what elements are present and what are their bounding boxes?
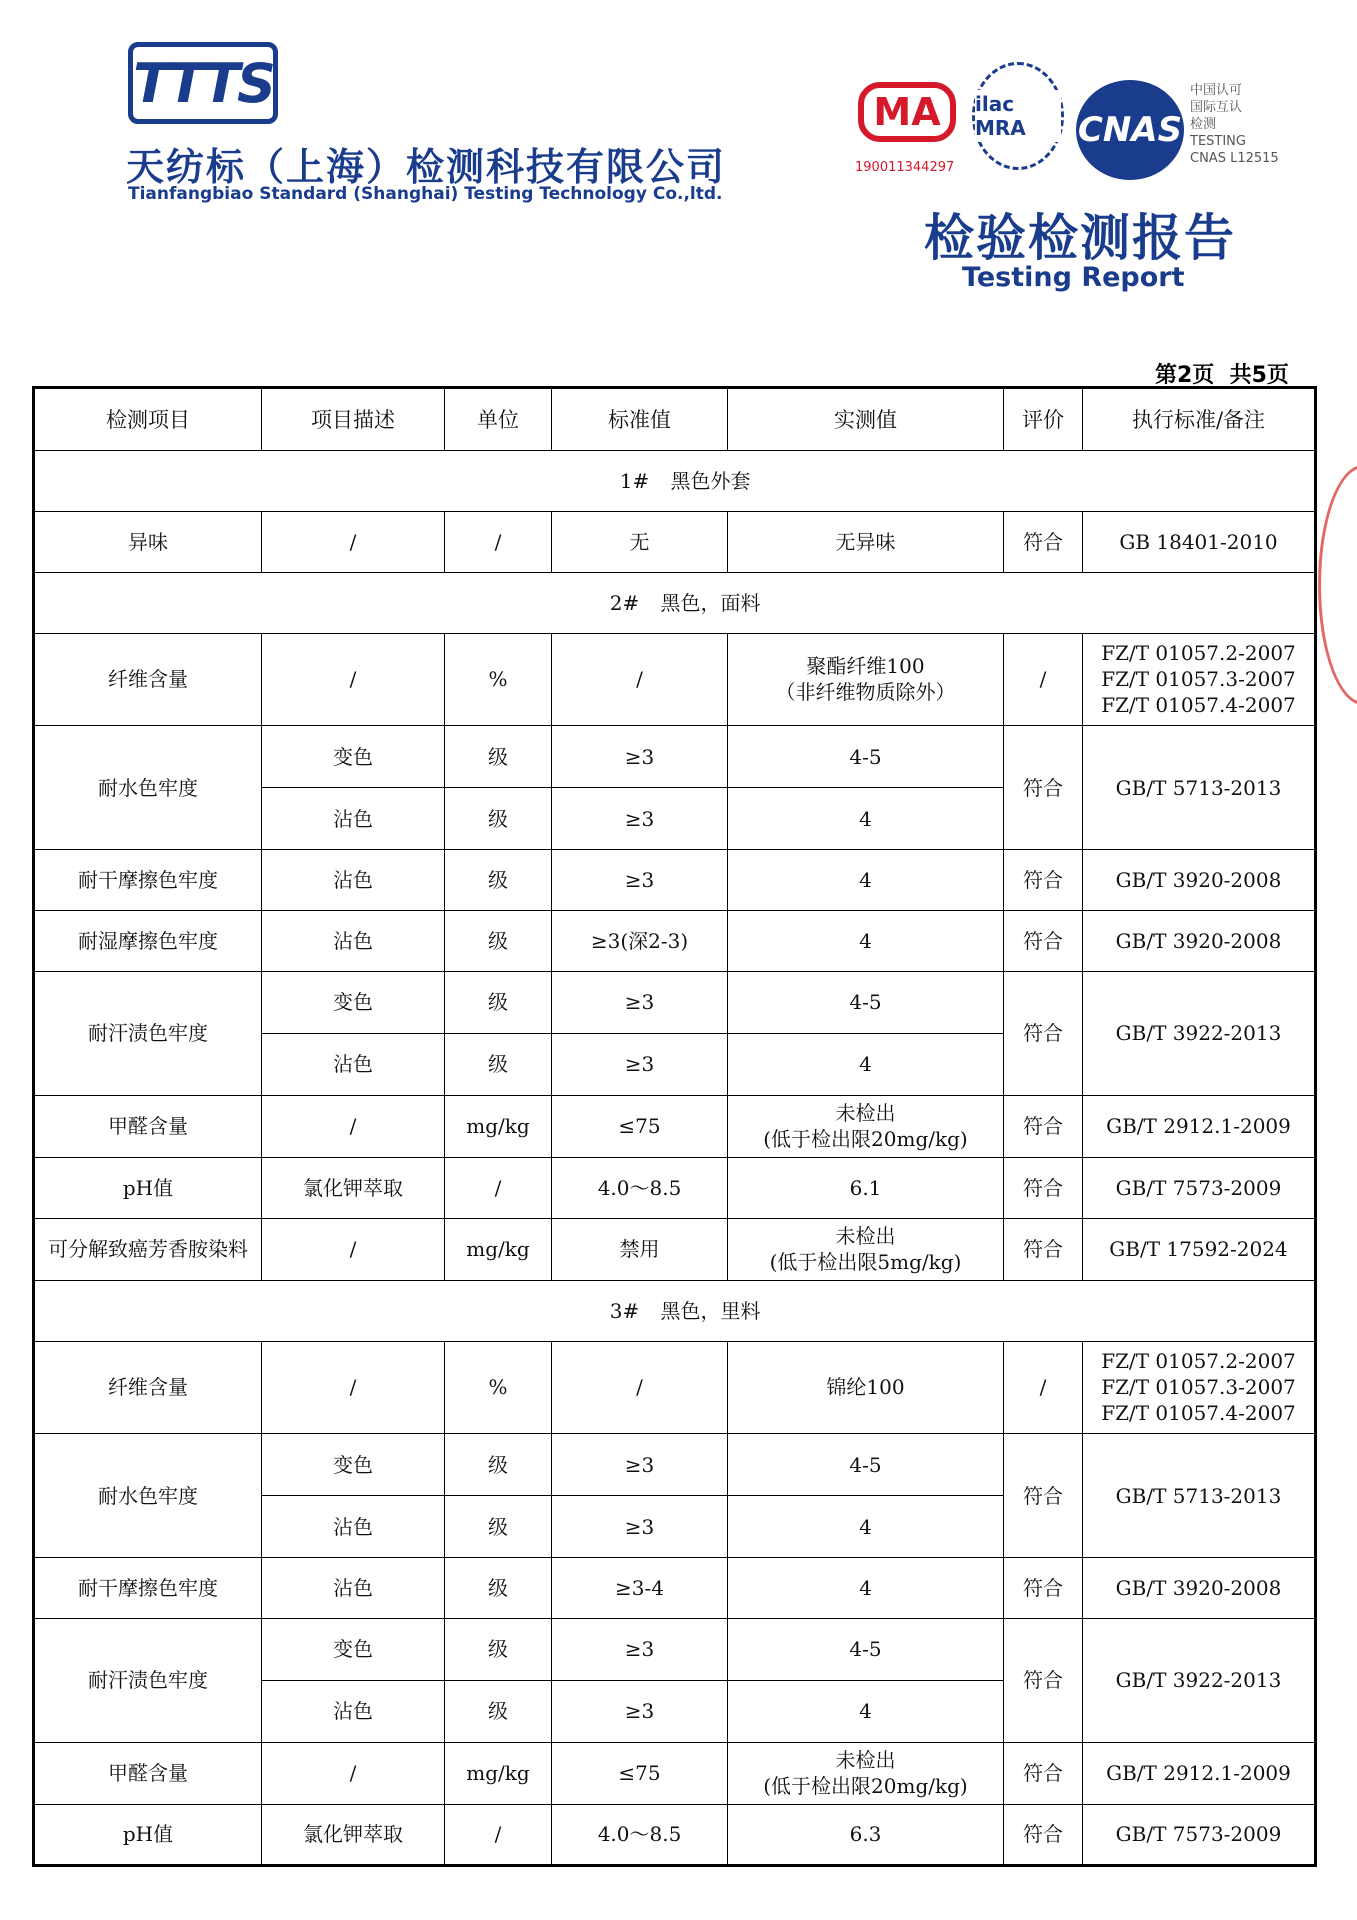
col-header-std: 标准值 — [552, 388, 728, 451]
test-item: 纤维含量 — [34, 1341, 262, 1433]
standard-value: ≥3 — [552, 971, 728, 1033]
standard-value: ≥3 — [552, 1680, 728, 1742]
standard-value: ≥3 — [552, 788, 728, 850]
report-title-cn: 检验检测报告 — [924, 209, 1236, 267]
test-item: 甲醛含量 — [34, 1095, 262, 1157]
test-item: pH值 — [34, 1157, 262, 1218]
test-item: 耐汗渍色牢度 — [34, 971, 262, 1095]
test-item: 耐湿摩擦色牢度 — [34, 911, 262, 972]
company-name-en: Tianfangbiao Standard (Shanghai) Testing Technology Co.,ltd. — [128, 184, 723, 204]
item-description: / — [262, 1742, 445, 1804]
standard-value: ≥3 — [552, 1618, 728, 1680]
unit: 级 — [445, 1496, 552, 1558]
item-description: 变色 — [262, 971, 445, 1033]
sample-name: 黑色外套 — [670, 469, 751, 494]
unit: mg/kg — [445, 1095, 552, 1157]
unit: % — [445, 1341, 552, 1433]
measured-value: 4 — [728, 1496, 1004, 1558]
cnas-logo: CNAS — [1076, 80, 1184, 180]
test-method: GB/T 3920-2008 — [1083, 1558, 1316, 1619]
measured-value: 无异味 — [728, 512, 1004, 573]
measured-value: 锦纶100 — [728, 1341, 1004, 1433]
item-description: 沾色 — [262, 1558, 445, 1619]
standard-value: ≥3 — [552, 1033, 728, 1095]
col-header-item: 检测项目 — [34, 388, 262, 451]
cma-logo: MA — [858, 82, 956, 142]
test-method: GB 18401-2010 — [1083, 512, 1316, 573]
unit: 级 — [445, 971, 552, 1033]
measured-value: 4 — [728, 788, 1004, 850]
table-row — [34, 1341, 1316, 1433]
table-row — [34, 1618, 1316, 1680]
evaluation: 符合 — [1004, 726, 1083, 850]
standard-value: 4.0～8.5 — [552, 1157, 728, 1218]
measured-value: 4 — [728, 1558, 1004, 1619]
report-title-en: Testing Report — [962, 262, 1185, 293]
evaluation: 符合 — [1004, 1558, 1083, 1619]
measured-value: 聚酯纤维100 （非纤维物质除外） — [728, 633, 1004, 725]
table-row — [34, 726, 1316, 788]
measured-value: 4 — [728, 1033, 1004, 1095]
table-row — [34, 633, 1316, 725]
col-header-desc: 项目描述 — [262, 388, 445, 451]
sample-name: 黑色，面料 — [660, 590, 761, 615]
evaluation: 符合 — [1004, 971, 1083, 1095]
section-label — [34, 572, 1316, 633]
evaluation: / — [1004, 1341, 1083, 1433]
measured-value: 4-5 — [728, 971, 1004, 1033]
item-description: / — [262, 633, 445, 725]
table-header-row — [34, 388, 1316, 451]
sample-number: 1# — [619, 469, 650, 494]
test-method: GB/T 2912.1-2009 — [1083, 1742, 1316, 1804]
company-name-cn: 天纺标（上海）检测科技有限公司 — [126, 145, 727, 189]
test-method: GB/T 17592-2024 — [1083, 1218, 1316, 1280]
cnas-accreditation-text: 中国认可 国际互认 检测 TESTING CNAS L12515 — [1190, 83, 1279, 166]
test-method: GB/T 5713-2013 — [1083, 726, 1316, 850]
section-label — [34, 1280, 1316, 1341]
standard-value: 无 — [552, 512, 728, 573]
unit: % — [445, 633, 552, 725]
page-number: 第2页 共5页 — [1155, 363, 1289, 388]
measured-value: 4-5 — [728, 1434, 1004, 1496]
col-header-unit: 单位 — [445, 388, 552, 451]
item-description: 变色 — [262, 726, 445, 788]
test-method: FZ/T 01057.2-2007 FZ/T 01057.3-2007 FZ/T 01057.4-2007 — [1083, 633, 1316, 725]
item-description: 沾色 — [262, 850, 445, 911]
item-description: 氯化钾萃取 — [262, 1157, 445, 1218]
standard-value: ≥3-4 — [552, 1558, 728, 1619]
unit: / — [445, 512, 552, 573]
report-header — [0, 0, 1357, 330]
measured-value: 4 — [728, 850, 1004, 911]
section-row — [34, 451, 1316, 512]
test-item: 耐水色牢度 — [34, 726, 262, 850]
measured-value: 4 — [728, 911, 1004, 972]
measured-value: 6.1 — [728, 1157, 1004, 1218]
sample-number: 2# — [609, 590, 640, 615]
evaluation: 符合 — [1004, 911, 1083, 972]
standard-value: 禁用 — [552, 1218, 728, 1280]
section-label — [34, 451, 1316, 512]
seal-stamp — [1318, 465, 1357, 705]
table-row — [34, 1804, 1316, 1865]
col-header-eval: 评价 — [1004, 388, 1083, 451]
table-row — [34, 1095, 1316, 1157]
item-description: 变色 — [262, 1434, 445, 1496]
cma-number: 190011344297 — [855, 160, 955, 175]
test-method: GB/T 2912.1-2009 — [1083, 1095, 1316, 1157]
company-logo: TTTS — [128, 42, 278, 124]
unit: / — [445, 1804, 552, 1865]
measured-value: 4 — [728, 1680, 1004, 1742]
test-item: 可分解致癌芳香胺染料 — [34, 1218, 262, 1280]
item-description: 变色 — [262, 1618, 445, 1680]
test-method: GB/T 3920-2008 — [1083, 911, 1316, 972]
measured-value: 未检出 (低于检出限20mg/kg) — [728, 1095, 1004, 1157]
standard-value: / — [552, 633, 728, 725]
unit: mg/kg — [445, 1218, 552, 1280]
unit: mg/kg — [445, 1742, 552, 1804]
evaluation: 符合 — [1004, 1434, 1083, 1558]
test-item: 异味 — [34, 512, 262, 573]
table-row — [34, 971, 1316, 1033]
measured-value: 4-5 — [728, 1618, 1004, 1680]
test-method: GB/T 3922-2013 — [1083, 971, 1316, 1095]
item-description: / — [262, 1341, 445, 1433]
evaluation: 符合 — [1004, 850, 1083, 911]
unit: 级 — [445, 911, 552, 972]
item-description: / — [262, 512, 445, 573]
table-row — [34, 911, 1316, 972]
item-description: 沾色 — [262, 1033, 445, 1095]
test-item: 耐汗渍色牢度 — [34, 1618, 262, 1742]
ilac-mra-logo: ilac MRA — [972, 62, 1064, 170]
measured-value: 未检出 (低于检出限20mg/kg) — [728, 1742, 1004, 1804]
unit: 级 — [445, 788, 552, 850]
measured-value: 未检出 (低于检出限5mg/kg) — [728, 1218, 1004, 1280]
standard-value: ≤75 — [552, 1095, 728, 1157]
evaluation: 符合 — [1004, 1218, 1083, 1280]
test-item: pH值 — [34, 1804, 262, 1865]
unit: 级 — [445, 1680, 552, 1742]
section-row — [34, 1280, 1316, 1341]
unit: 级 — [445, 850, 552, 911]
standard-value: ≥3 — [552, 1496, 728, 1558]
col-header-method: 执行标准/备注 — [1083, 388, 1316, 451]
item-description: 氯化钾萃取 — [262, 1804, 445, 1865]
test-method: GB/T 7573-2009 — [1083, 1804, 1316, 1865]
evaluation: 符合 — [1004, 1804, 1083, 1865]
item-description: 沾色 — [262, 1496, 445, 1558]
sample-name: 黑色，里料 — [660, 1298, 761, 1323]
evaluation: 符合 — [1004, 1742, 1083, 1804]
measured-value: 6.3 — [728, 1804, 1004, 1865]
evaluation: 符合 — [1004, 1095, 1083, 1157]
col-header-value: 实测值 — [728, 388, 1004, 451]
item-description: / — [262, 1095, 445, 1157]
standard-value: ≤75 — [552, 1742, 728, 1804]
test-method: GB/T 3920-2008 — [1083, 850, 1316, 911]
test-method: GB/T 5713-2013 — [1083, 1434, 1316, 1558]
table-row — [34, 1742, 1316, 1804]
test-method: GB/T 7573-2009 — [1083, 1157, 1316, 1218]
test-item: 纤维含量 — [34, 633, 262, 725]
table-row — [34, 1157, 1316, 1218]
standard-value: ≥3 — [552, 1434, 728, 1496]
test-item: 甲醛含量 — [34, 1742, 262, 1804]
table-row — [34, 1558, 1316, 1619]
sample-number: 3# — [609, 1298, 640, 1323]
standard-value: ≥3 — [552, 850, 728, 911]
standard-value: ≥3(深2-3) — [552, 911, 728, 972]
unit: 级 — [445, 726, 552, 788]
evaluation: 符合 — [1004, 1157, 1083, 1218]
section-row — [34, 572, 1316, 633]
test-item: 耐水色牢度 — [34, 1434, 262, 1558]
item-description: 沾色 — [262, 1680, 445, 1742]
standard-value: 4.0～8.5 — [552, 1804, 728, 1865]
measured-value: 4-5 — [728, 726, 1004, 788]
standard-value: / — [552, 1341, 728, 1433]
item-description: / — [262, 1218, 445, 1280]
test-item: 耐干摩擦色牢度 — [34, 850, 262, 911]
unit: 级 — [445, 1434, 552, 1496]
table-row — [34, 1218, 1316, 1280]
test-method: GB/T 3922-2013 — [1083, 1618, 1316, 1742]
table-row — [34, 1434, 1316, 1496]
unit: / — [445, 1157, 552, 1218]
test-results-table — [32, 386, 1317, 1867]
item-description: 沾色 — [262, 788, 445, 850]
evaluation: 符合 — [1004, 512, 1083, 573]
unit: 级 — [445, 1618, 552, 1680]
unit: 级 — [445, 1558, 552, 1619]
evaluation: 符合 — [1004, 1618, 1083, 1742]
table-row — [34, 512, 1316, 573]
test-method: FZ/T 01057.2-2007 FZ/T 01057.3-2007 FZ/T 01057.4-2007 — [1083, 1341, 1316, 1433]
item-description: 沾色 — [262, 911, 445, 972]
standard-value: ≥3 — [552, 726, 728, 788]
test-item: 耐干摩擦色牢度 — [34, 1558, 262, 1619]
table-row — [34, 850, 1316, 911]
evaluation: / — [1004, 633, 1083, 725]
unit: 级 — [445, 1033, 552, 1095]
